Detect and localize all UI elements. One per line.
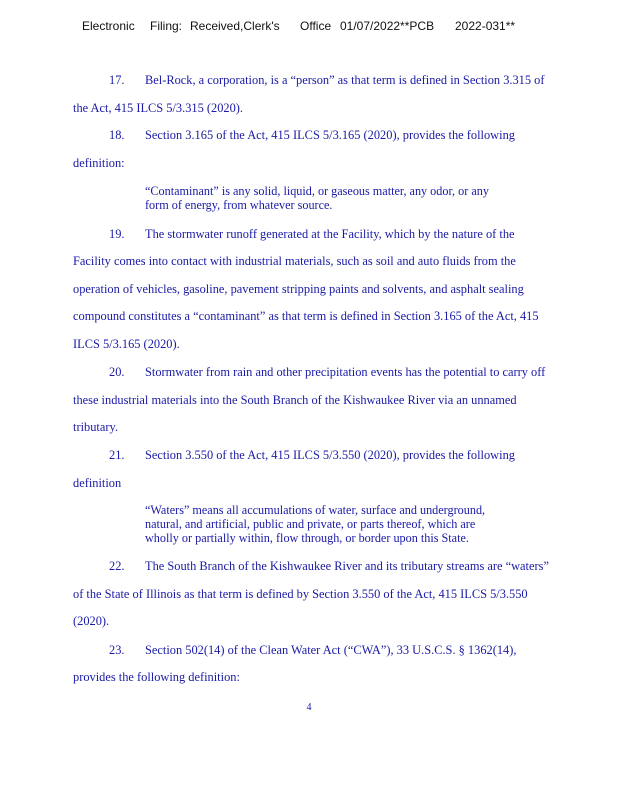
header-office: Office bbox=[300, 19, 332, 33]
paragraph-number: 22. bbox=[109, 559, 125, 573]
paragraph-text: The stormwater runoff generated at the Facility, which by the nature of the bbox=[145, 227, 515, 241]
header-date: 01/07/2022**PCB bbox=[340, 19, 435, 33]
paragraph-text: Stormwater from rain and other precipitation events has the potential to carry off bbox=[145, 365, 546, 379]
paragraph-text: Bel-Rock, a corporation, is a “person” as that term is defined in Section 3.315 of bbox=[145, 73, 545, 87]
paragraph-17-line-1 bbox=[109, 72, 545, 88]
paragraph-23-line-1 bbox=[109, 642, 516, 658]
paragraph-17-line-2: the Act, 415 ILCS 5/3.315 (2020). bbox=[73, 101, 244, 115]
paragraph-number: 20. bbox=[109, 365, 125, 379]
paragraph-22-line-1 bbox=[109, 558, 549, 574]
paragraph-text: Section 502(14) of the Clean Water Act (“CWA”), 33 U.S.C.S. § 1362(14), bbox=[145, 643, 517, 657]
paragraph-text: The South Branch of the Kishwaukee River and its tributary streams are “waters” bbox=[145, 559, 549, 573]
paragraph-22-line-3: (2020). bbox=[73, 614, 110, 628]
paragraph-20-line-3: tributary. bbox=[73, 420, 118, 434]
paragraph-text: Section 3.165 of the Act, 415 ILCS 5/3.165 (2020), provides the following bbox=[145, 128, 515, 142]
paragraph-number: 18. bbox=[109, 128, 125, 142]
paragraph-20-line-1 bbox=[109, 364, 545, 380]
page-number: 4 bbox=[306, 702, 312, 713]
paragraph-19-line-3: operation of vehicles, gasoline, pavement stripping paints and solvents, and asphalt sealing bbox=[73, 282, 524, 296]
waters-definition-quote-line-3: wholly or partially within, flow through, or border upon this State. bbox=[145, 531, 469, 545]
paragraph-number: 21. bbox=[109, 448, 125, 462]
paragraph-19-line-4: compound constitutes a “contaminant” as that term is defined in Section 3.165 of the Act, 415 bbox=[73, 309, 539, 323]
paragraph-21-line-1 bbox=[109, 447, 515, 463]
header-received: Received,Clerk's bbox=[190, 19, 280, 33]
waters-definition-quote-line-2: natural, and artificial, public and private, or parts thereof, which are bbox=[145, 517, 476, 531]
paragraph-number: 17. bbox=[109, 73, 125, 87]
contaminant-definition-quote-line-1: “Contaminant” is any solid, liquid, or gaseous matter, any odor, or any bbox=[145, 184, 489, 198]
paragraph-22-line-2: of the State of Illinois as that term is defined by Section 3.550 of the Act, 415 ILCS 5/3.550 bbox=[73, 587, 528, 601]
paragraph-number: 19. bbox=[109, 227, 125, 241]
paragraph-text: Section 3.550 of the Act, 415 ILCS 5/3.550 (2020), provides the following bbox=[145, 448, 515, 462]
filing-stamp-header bbox=[0, 19, 618, 37]
header-filing: Filing: bbox=[150, 19, 183, 33]
paragraph-21-line-2: definition bbox=[73, 476, 122, 490]
paragraph-19-line-2: Facility comes into contact with industrial materials, such as soil and auto fluids from the bbox=[73, 254, 516, 268]
paragraph-23-line-2: provides the following definition: bbox=[73, 670, 240, 684]
paragraph-19-line-1 bbox=[109, 226, 515, 242]
paragraph-20-line-2: these industrial materials into the South Branch of the Kishwaukee River via an unnamed bbox=[73, 393, 517, 407]
header-docket: 2022-031** bbox=[455, 19, 516, 33]
header-electronic: Electronic bbox=[82, 19, 135, 33]
paragraph-number: 23. bbox=[109, 643, 125, 657]
paragraph-18-line-1 bbox=[109, 127, 515, 143]
contaminant-definition-quote-line-2: form of energy, from whatever source. bbox=[145, 198, 333, 212]
paragraph-19-line-5: ILCS 5/3.165 (2020). bbox=[73, 337, 180, 351]
paragraph-18-line-2: definition: bbox=[73, 156, 125, 170]
waters-definition-quote-line-1: “Waters” means all accumulations of water, surface and underground, bbox=[145, 503, 486, 517]
